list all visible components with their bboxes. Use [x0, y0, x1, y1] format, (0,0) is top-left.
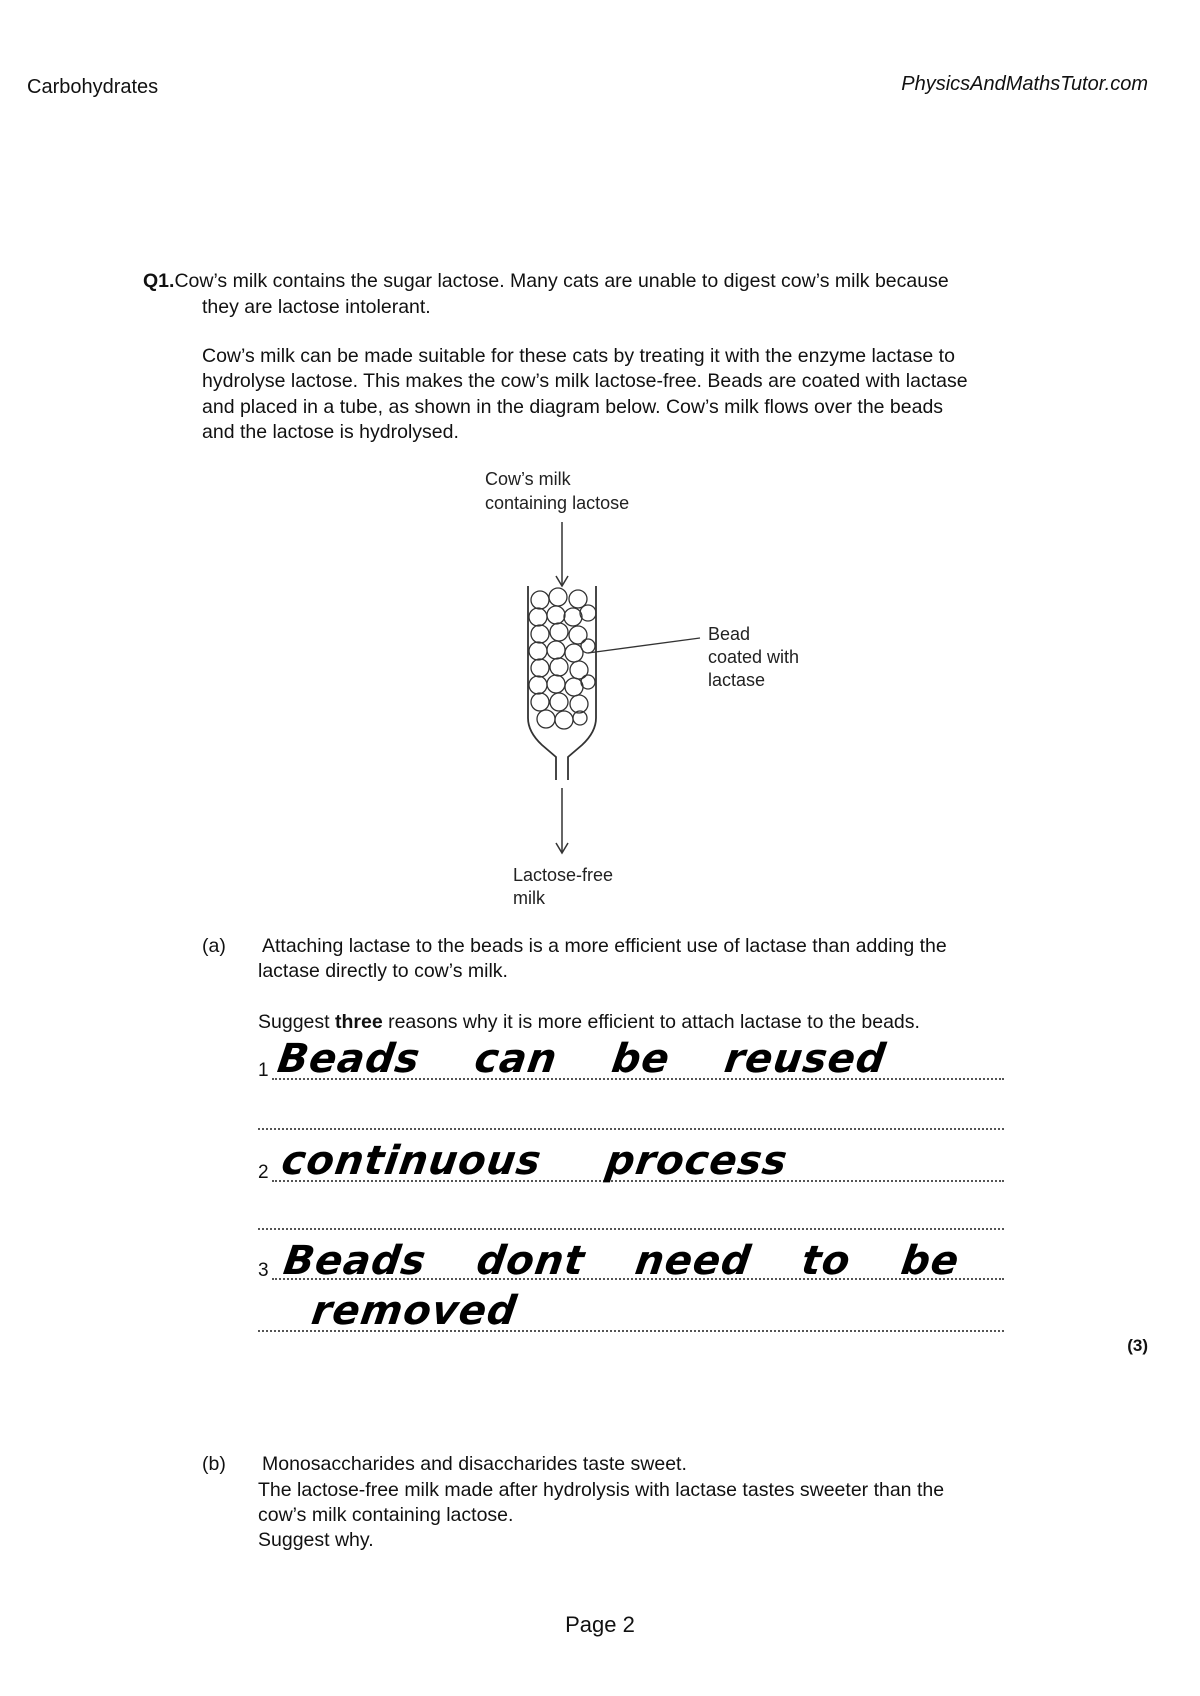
- question-para-line2: hydrolyse lactose. This makes the cow’s milk lactose-free. Beads are coated with lactase: [202, 370, 968, 392]
- diagram-label-bottom-1: Lactose-free: [513, 865, 614, 885]
- part-b-line3: cow’s milk containing lactose.: [258, 1504, 514, 1526]
- handwritten-answer-3b: removed: [308, 1288, 521, 1334]
- question-intro-line2: they are lactose intolerant.: [202, 296, 431, 318]
- handwritten-answer-1: Beads can be reused: [274, 1036, 889, 1082]
- column-tube: [528, 586, 596, 780]
- answer-number-2: 2: [258, 1162, 269, 1183]
- page-number: Page 2: [565, 1612, 635, 1637]
- diagram-label-bead-2: coated with: [708, 647, 800, 667]
- part-b-line1: Monosaccharides and disaccharides taste sweet.: [262, 1453, 687, 1475]
- header-site: PhysicsAndMathsTutor.com: [901, 73, 1148, 95]
- answer-number-3: 3: [258, 1260, 269, 1281]
- diagram-label-top-2: containing lactose: [485, 493, 630, 513]
- header-subject: Carbohydrates: [27, 76, 159, 98]
- handwritten-answer-2: continuous process: [278, 1138, 791, 1184]
- lactase-column-diagram: [460, 460, 840, 920]
- question-para-line1: Cow’s milk can be made suitable for these cats by treating it with the enzyme lactase to: [202, 345, 955, 367]
- part-a-line2: lactase directly to cow’s milk.: [258, 960, 508, 982]
- answer-number-1: 1: [258, 1060, 269, 1081]
- part-b-line4: Suggest why.: [258, 1529, 374, 1551]
- diagram-label-bottom-2: milk: [513, 888, 545, 908]
- diagram-label-top-1: Cow’s milk: [485, 469, 571, 489]
- part-a-suggest: Suggest three reasons why it is more efficient to attach lactase to the beads.: [258, 1011, 920, 1033]
- part-b-label: (b): [202, 1453, 226, 1475]
- part-a-marks: (3): [1127, 1336, 1148, 1355]
- diagram-label-bead-1: Bead: [708, 624, 751, 644]
- diagram-label-bead-3: lactase: [708, 670, 766, 690]
- question-label: Q1.: [143, 270, 175, 292]
- part-a-label: (a): [202, 935, 226, 957]
- beads: [529, 588, 596, 729]
- answer-line-2b[interactable]: [258, 1226, 1004, 1230]
- question-para-line4: and the lactose is hydrolysed.: [202, 421, 459, 443]
- question-intro-line1: Q1.Cow’s milk contains the sugar lactose. Many cats are unable to digest cow’s milk because: [143, 270, 949, 292]
- question-para-line3: and placed in a tube, as shown in the diagram below. Cow’s milk flows over the beads: [202, 396, 944, 418]
- part-a-line1: Attaching lactase to the beads is a more efficient use of lactase than adding the: [262, 935, 947, 957]
- handwritten-answer-3a: Beads dont need to be: [280, 1238, 963, 1284]
- part-b-line2: The lactose-free milk made after hydrolysis with lactase tastes sweeter than the: [258, 1479, 945, 1501]
- bead-pointer-line: [588, 638, 700, 653]
- answer-line-1b[interactable]: [258, 1126, 1004, 1130]
